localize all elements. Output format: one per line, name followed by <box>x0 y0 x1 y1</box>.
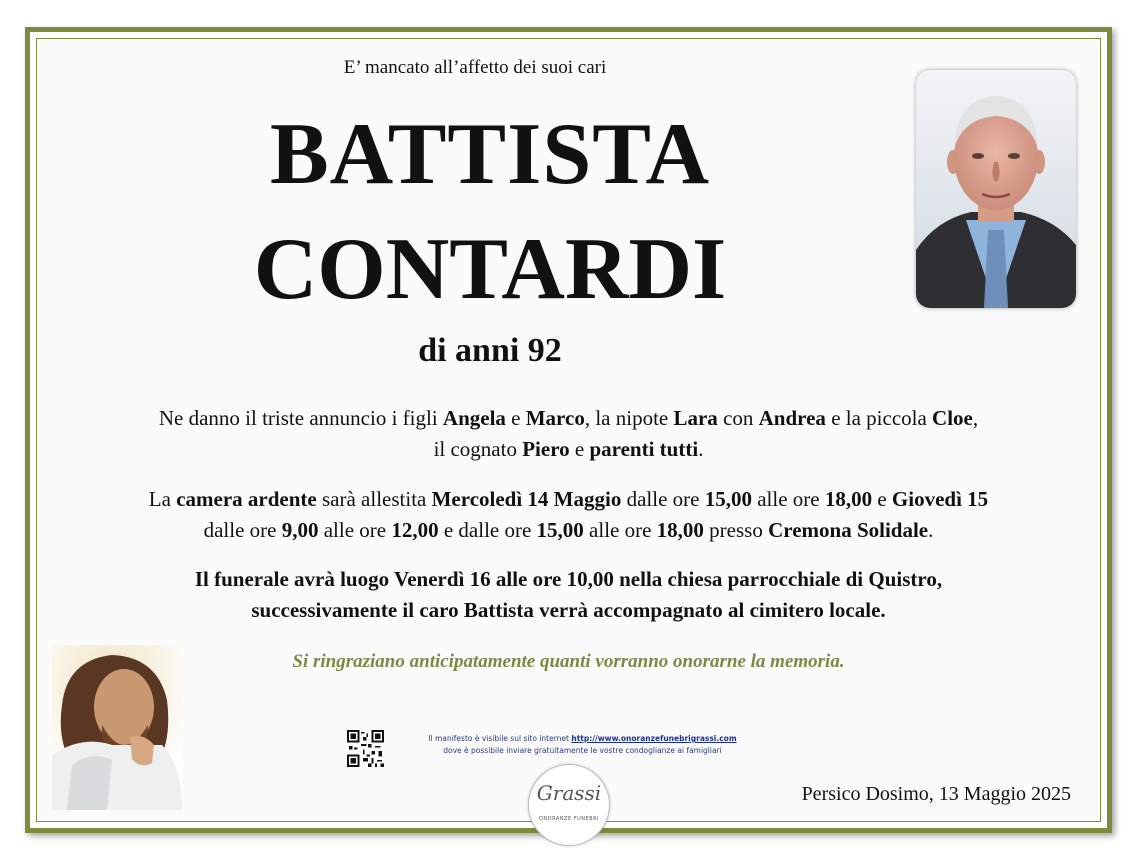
text-run: , la nipote <box>584 406 674 430</box>
website-link[interactable]: http://www.onoranzefunebrigrassi.com <box>571 734 737 743</box>
website-note <box>395 733 770 757</box>
bold-text-run: 9,00 <box>281 518 319 542</box>
bold-text-run: Piero <box>522 437 570 461</box>
last-name: CONTARDI <box>253 221 727 318</box>
bold-text-run: 15,00 <box>704 487 752 511</box>
text-run: e <box>505 406 526 430</box>
text-run: e <box>569 437 590 461</box>
place-date: Persico Dosimo, 13 Maggio 2025 <box>801 783 1071 805</box>
bold-text-run: 18,00 <box>656 518 704 542</box>
bold-text-run: Giovedì 15 <box>891 487 989 511</box>
text-run: alle ore <box>751 487 825 511</box>
portrait-photo <box>916 70 1076 308</box>
bold-text-run: parenti tutti <box>589 437 699 461</box>
text-run: , <box>972 406 979 430</box>
bold-text-run: Cloe <box>932 406 973 430</box>
website-note-text-2: dove è possibile inviare gratuitamente le vostre condoglianze ai famigliari <box>443 746 722 755</box>
bold-text-run: 12,00 <box>391 518 439 542</box>
website-note-text: Il manifesto è visibile sul sito internet <box>428 734 572 743</box>
bold-text-run: 18,00 <box>824 487 873 511</box>
intro-text: E’ mancato all’affetto dei suoi cari <box>343 57 607 78</box>
first-name: BATTISTA <box>269 106 710 203</box>
wake-paragraph <box>60 484 1077 546</box>
announcement-paragraph <box>60 403 1077 465</box>
logo-subtitle: ONORANZE FUNEBRI <box>538 816 600 822</box>
thanks-text: Si ringraziano anticipatamente quanti vorranno onorarne la memoria. <box>292 651 845 672</box>
text-run: presso <box>703 518 769 542</box>
text-run: e la piccola <box>825 406 933 430</box>
text-run: con <box>717 406 759 430</box>
praying-jesus-image <box>52 645 182 810</box>
text-run: . <box>928 518 934 542</box>
text-run: alle ore <box>583 518 657 542</box>
text-run: dalle ore <box>203 518 282 542</box>
bold-text-run: Andrea <box>758 406 826 430</box>
text-run: dalle ore <box>621 487 705 511</box>
bold-text-run: 15,00 <box>536 518 584 542</box>
text-run: e <box>872 487 892 511</box>
text-run: Ne danno il triste annuncio i figli <box>158 406 443 430</box>
text-run: . <box>698 437 704 461</box>
qr-code-icon <box>347 730 384 767</box>
text-run: La <box>148 487 177 511</box>
funeral-paragraph <box>60 564 1077 626</box>
bold-text-run: camera ardente <box>176 487 317 511</box>
funeral-home-logo <box>528 764 610 846</box>
bold-text-run: Angela <box>442 406 506 430</box>
age-text: di anni 92 <box>418 332 562 369</box>
text-run: e dalle ore <box>438 518 537 542</box>
text-run: sarà allestita <box>316 487 432 511</box>
bold-text-run: Mercoledì 14 Maggio <box>431 487 622 511</box>
bold-text-run: Cremona Solidale <box>768 518 929 542</box>
funeral-line-2: successivamente il caro Battista verrà accompagnato al cimitero locale. <box>251 598 886 622</box>
funeral-line-1: Il funerale avrà luogo Venerdì 16 alle ore 10,00 nella chiesa parrocchiale di Quistro, <box>194 567 943 591</box>
logo-name: Grassi <box>536 781 602 805</box>
bold-text-run: Marco <box>525 406 585 430</box>
text-run: il cognato <box>433 437 523 461</box>
text-run: alle ore <box>318 518 392 542</box>
bold-text-run: Lara <box>673 406 718 430</box>
